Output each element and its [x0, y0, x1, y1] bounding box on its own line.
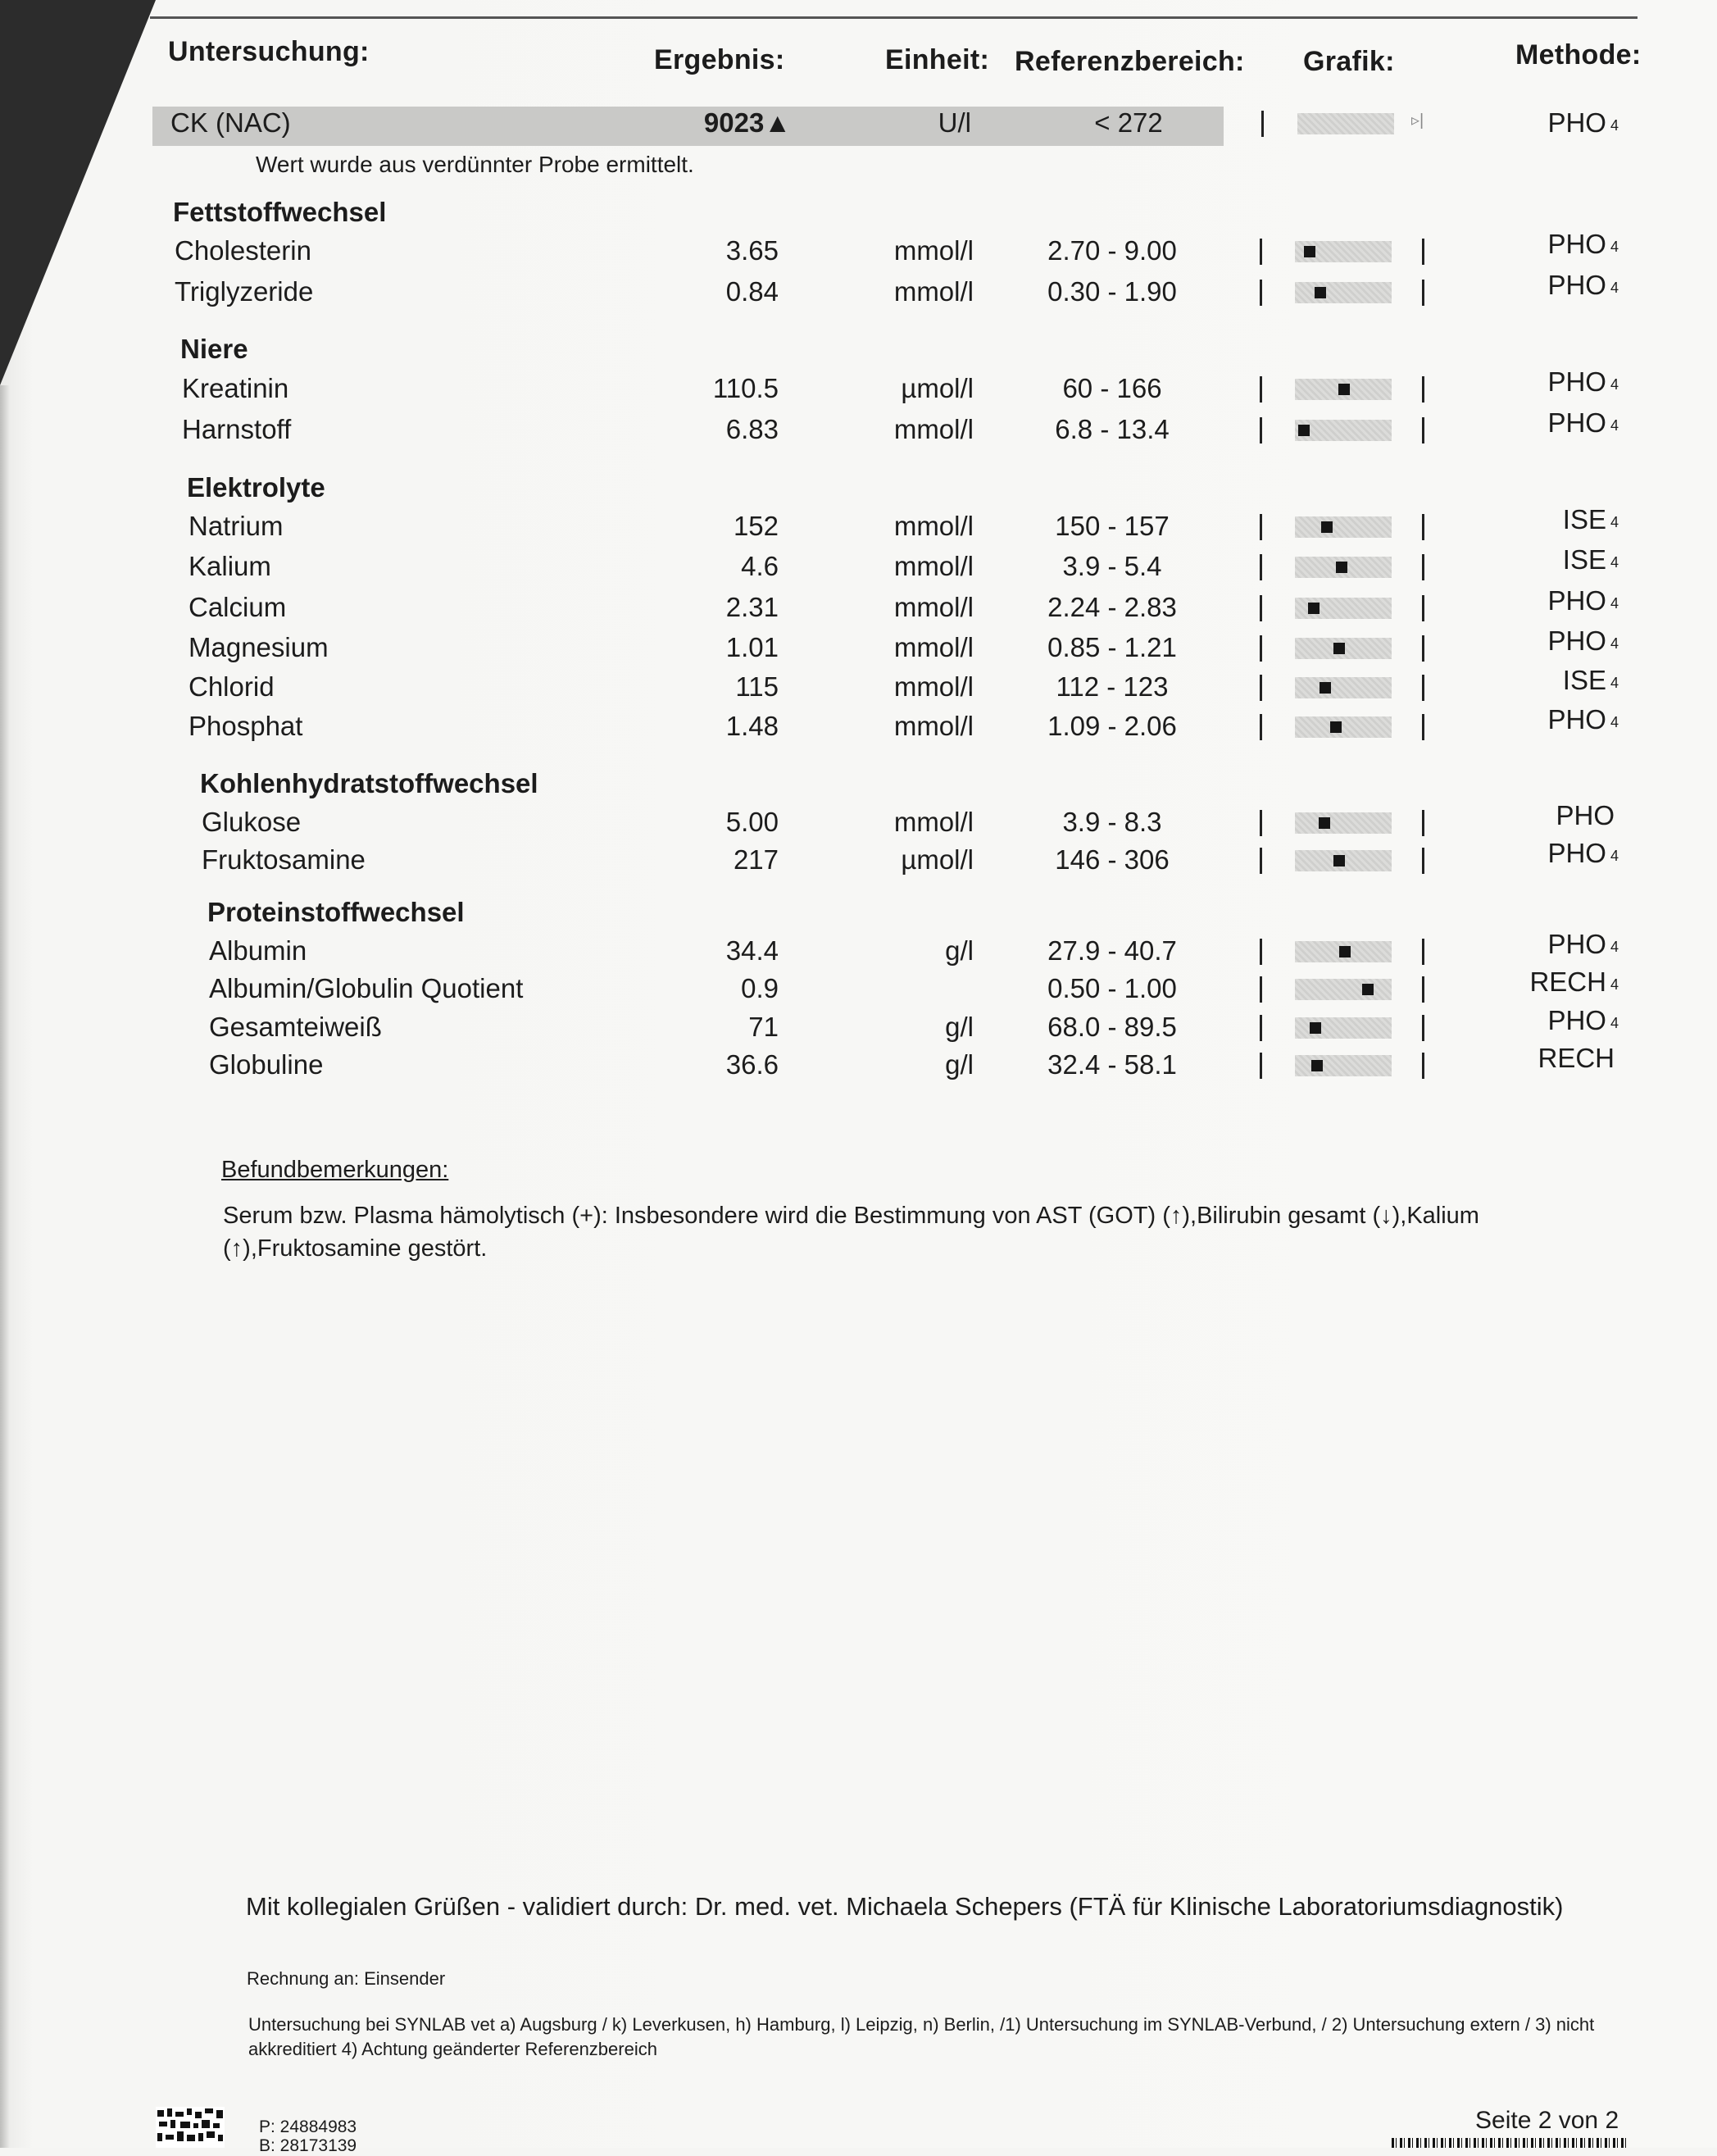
- graph-right-bound: [1422, 675, 1424, 701]
- test-result: 0.84: [725, 276, 779, 307]
- graph-right-bound: [1422, 848, 1424, 874]
- graph-right-bound: [1422, 714, 1424, 740]
- test-result: 115: [735, 671, 779, 702]
- test-reference: 3.9 - 8.3: [1062, 807, 1162, 837]
- graph-right-bound: [1422, 810, 1424, 836]
- test-method: PHO 4: [1547, 107, 1619, 138]
- result-row: [0, 544, 1717, 589]
- test-name: Kreatinin: [182, 373, 289, 403]
- graph-left-bound: [1260, 514, 1262, 540]
- graph-value-marker: [1330, 721, 1342, 733]
- graph-left-bound: [1260, 239, 1262, 265]
- test-unit: g/l: [945, 1012, 974, 1042]
- result-row: [0, 366, 1717, 412]
- graph-value-marker: [1336, 562, 1347, 573]
- graph-left-bound: [1260, 595, 1262, 621]
- test-reference: < 272: [1094, 107, 1163, 138]
- test-unit: g/l: [945, 935, 974, 966]
- header-reference: Referenzbereich:: [1015, 46, 1245, 77]
- graph-left-bound: [1260, 976, 1262, 1003]
- section-title: Kohlenhydratstoffwechsel: [200, 768, 538, 798]
- test-reference: 2.24 - 2.83: [1047, 592, 1177, 622]
- graph-left-bound: [1260, 635, 1262, 662]
- header-unit: Einheit:: [885, 44, 990, 75]
- graph-value-marker: [1338, 384, 1350, 395]
- graph-value-marker: [1298, 425, 1310, 436]
- section-title: Fettstoffwechsel: [173, 197, 387, 227]
- test-name: Fruktosamine: [202, 844, 366, 875]
- graph-value-marker: [1333, 643, 1345, 654]
- graph-value-marker: [1304, 246, 1315, 257]
- test-unit: mmol/l: [893, 551, 974, 581]
- test-method: PHO 4: [1547, 1005, 1619, 1035]
- test-reference: 60 - 166: [1062, 373, 1162, 403]
- test-method: PHO 4: [1547, 366, 1619, 397]
- test-name: Natrium: [189, 511, 284, 541]
- graph-left-bound: [1260, 939, 1262, 965]
- test-unit: mmol/l: [893, 711, 974, 741]
- section-title: Proteinstoffwechsel: [207, 897, 465, 927]
- graph-left-bound: [1260, 714, 1262, 740]
- graph-left-bound: [1260, 675, 1262, 701]
- test-reference: 27.9 - 40.7: [1047, 935, 1177, 966]
- graph-left-bound: [1260, 554, 1262, 580]
- graph-right-bound: [1422, 1053, 1424, 1079]
- test-method: RECH: [1538, 1043, 1615, 1073]
- graph-left-bound: [1260, 848, 1262, 874]
- ck-dilution-note: Wert wurde aus verdünnter Probe ermittelt.: [256, 152, 694, 177]
- graph-value-marker: [1308, 603, 1320, 614]
- test-result: 5.00: [725, 807, 779, 837]
- test-name: Gesamteiweiß: [209, 1012, 382, 1042]
- test-name: Kalium: [189, 551, 271, 581]
- invoice-recipient: Rechnung an: Einsender: [247, 1968, 446, 1989]
- test-result: 34.4: [725, 935, 779, 966]
- test-method: PHO 4: [1547, 229, 1619, 259]
- test-reference: 3.9 - 5.4: [1062, 551, 1162, 581]
- graph-range-box: [1295, 677, 1392, 698]
- graph-range-box: [1295, 979, 1392, 1000]
- graph-left-bound: [1261, 111, 1264, 137]
- test-name: Chlorid: [189, 671, 275, 702]
- graph-value-marker: [1362, 984, 1374, 995]
- graph-right-bound: [1422, 635, 1424, 662]
- test-method: PHO 4: [1547, 838, 1619, 868]
- test-unit: g/l: [945, 1049, 974, 1080]
- test-result: 0.9: [741, 973, 779, 1003]
- test-reference: 0.85 - 1.21: [1047, 632, 1177, 662]
- graph-range-box: [1295, 716, 1392, 738]
- datamatrix-code: [156, 2107, 225, 2148]
- test-result: 3.65: [725, 235, 779, 266]
- graph-value-marker: [1315, 287, 1326, 298]
- test-name: Albumin: [209, 935, 307, 966]
- header-result: Ergebnis:: [654, 44, 785, 75]
- test-method: ISE 4: [1562, 665, 1619, 695]
- out-of-range-indicator: ▹|: [1411, 111, 1424, 130]
- graph-left-bound: [1260, 1053, 1262, 1079]
- test-reference: 146 - 306: [1055, 844, 1170, 875]
- test-unit: mmol/l: [893, 414, 974, 444]
- test-reference: 2.70 - 9.00: [1047, 235, 1177, 266]
- graph-value-marker: [1321, 521, 1333, 533]
- test-name: CK (NAC): [170, 107, 291, 138]
- test-result: 110.5: [712, 373, 779, 403]
- test-method: PHO: [1556, 800, 1615, 830]
- test-unit: mmol/l: [893, 276, 974, 307]
- test-reference: 6.8 - 13.4: [1055, 414, 1170, 444]
- graph-left-bound: [1260, 280, 1262, 306]
- graph-range-box: [1295, 1055, 1392, 1076]
- top-rule: [150, 16, 1638, 19]
- test-result: 4.6: [741, 551, 779, 581]
- page-corner-shadow: [0, 0, 156, 385]
- high-flag-icon: ▲: [764, 107, 791, 138]
- footer-legend: Untersuchung bei SYNLAB vet a) Augsburg / k) Leverkusen, h) Hamburg, l) Leipzig, n) Berlin, /1) Untersuchung im SYNLAB-Verbund, / 2) Untersuchung extern / 3) nicht akkreditiert 4) Achtung geänderter Referenzbereich: [248, 2014, 1595, 2059]
- graph-value-marker: [1333, 855, 1345, 866]
- graph-right-bound: [1422, 554, 1424, 580]
- test-reference: 32.4 - 58.1: [1047, 1049, 1177, 1080]
- test-name: Albumin/Globulin Quotient: [209, 973, 524, 1003]
- graph-right-bound: [1422, 976, 1424, 1003]
- test-method: ISE 4: [1562, 544, 1619, 575]
- graph-value-marker: [1320, 682, 1331, 694]
- barcode-number: B: 28173139: [259, 2136, 357, 2155]
- test-unit: U/l: [938, 107, 971, 138]
- test-method: PHO 4: [1547, 929, 1619, 959]
- test-method: PHO 4: [1547, 585, 1619, 616]
- test-unit: mmol/l: [893, 671, 974, 702]
- test-reference: 150 - 157: [1055, 511, 1170, 541]
- result-row-ck: [0, 107, 1717, 146]
- result-row: [0, 838, 1717, 883]
- test-reference: 68.0 - 89.5: [1047, 1012, 1177, 1042]
- graph-left-bound: [1260, 1015, 1262, 1041]
- test-result: 1.01: [725, 632, 779, 662]
- test-result: 9023▲: [703, 107, 791, 138]
- test-name: Harnstoff: [182, 414, 292, 444]
- graph-left-bound: [1260, 810, 1262, 836]
- test-method: PHO 4: [1547, 407, 1619, 438]
- graph-left-bound: [1260, 417, 1262, 443]
- graph-right-bound: [1422, 1015, 1424, 1041]
- graph-right-bound: [1422, 939, 1424, 965]
- patient-number: P: 24884983: [259, 2117, 357, 2136]
- header-test: Untersuchung:: [168, 36, 370, 67]
- result-row: [0, 229, 1717, 274]
- test-method: ISE 4: [1562, 504, 1619, 534]
- test-name: Triglyzeride: [175, 276, 314, 307]
- test-result: 152: [733, 511, 779, 541]
- header-method: Methode:: [1515, 39, 1642, 71]
- test-name: Glukose: [202, 807, 302, 837]
- result-row: [0, 1043, 1717, 1088]
- test-method: PHO 4: [1547, 270, 1619, 300]
- graph-value-marker: [1311, 1060, 1323, 1071]
- test-unit: µmol/l: [901, 373, 974, 403]
- test-reference: 0.50 - 1.00: [1047, 973, 1177, 1003]
- graph-right-bound: [1422, 280, 1424, 306]
- result-row: [0, 407, 1717, 453]
- remarks-title: Befundbemerkungen:: [221, 1157, 449, 1183]
- graph-right-bound: [1422, 417, 1424, 443]
- graph-range-box: [1295, 516, 1392, 538]
- result-row: [0, 704, 1717, 749]
- test-unit: mmol/l: [893, 807, 974, 837]
- section-title: Niere: [180, 334, 248, 364]
- result-row: [0, 270, 1717, 315]
- test-reference: 112 - 123: [1056, 671, 1169, 702]
- test-unit: mmol/l: [893, 511, 974, 541]
- test-unit: mmol/l: [893, 592, 974, 622]
- barcode: [1392, 2138, 1629, 2148]
- graph-left-bound: [1260, 376, 1262, 403]
- test-method: PHO 4: [1547, 704, 1619, 735]
- test-method: RECH 4: [1529, 967, 1619, 997]
- remarks-text: Serum bzw. Plasma hämolytisch (+): Insbesondere wird die Bestimmung von AST (GOT) (↑),Bilirubin gesamt (↓),Kalium (↑),Fruktosamine gestört.: [223, 1203, 1479, 1262]
- test-method: PHO 4: [1547, 625, 1619, 656]
- graph-value-marker: [1339, 946, 1351, 957]
- test-result: 71: [748, 1012, 779, 1042]
- graph-value-marker: [1310, 1022, 1321, 1034]
- test-name: Cholesterin: [175, 235, 311, 266]
- graph-right-bound: [1422, 595, 1424, 621]
- test-unit: mmol/l: [893, 632, 974, 662]
- test-unit: µmol/l: [901, 844, 974, 875]
- graph-right-bound: [1422, 239, 1424, 265]
- graph-range-box: [1295, 812, 1392, 834]
- test-result: 6.83: [725, 414, 779, 444]
- validation-greeting: Mit kollegialen Grüßen - validiert durch: Dr. med. vet. Michaela Schepers (FTÄ für Klinische Laboratoriumsdiagnostik): [246, 1892, 1564, 1921]
- test-result: 2.31: [725, 592, 779, 622]
- test-name: Calcium: [189, 592, 287, 622]
- test-result: 217: [733, 844, 779, 875]
- graph-right-bound: [1422, 514, 1424, 540]
- section-title: Elektrolyte: [187, 472, 325, 503]
- test-result: 36.6: [725, 1049, 779, 1080]
- test-unit: mmol/l: [893, 235, 974, 266]
- graph-value-marker: [1319, 817, 1330, 829]
- test-name: Globuline: [209, 1049, 324, 1080]
- test-name: Phosphat: [189, 711, 303, 741]
- test-name: Magnesium: [189, 632, 329, 662]
- graph-range-box: [1297, 113, 1394, 134]
- test-reference: 1.09 - 2.06: [1047, 711, 1177, 741]
- header-graph: Grafik:: [1303, 46, 1395, 77]
- graph-range-box: [1295, 282, 1392, 303]
- test-reference: 0.30 - 1.90: [1047, 276, 1177, 307]
- page-number: Seite 2 von 2: [1475, 2107, 1619, 2134]
- graph-right-bound: [1422, 376, 1424, 403]
- test-result: 1.48: [725, 711, 779, 741]
